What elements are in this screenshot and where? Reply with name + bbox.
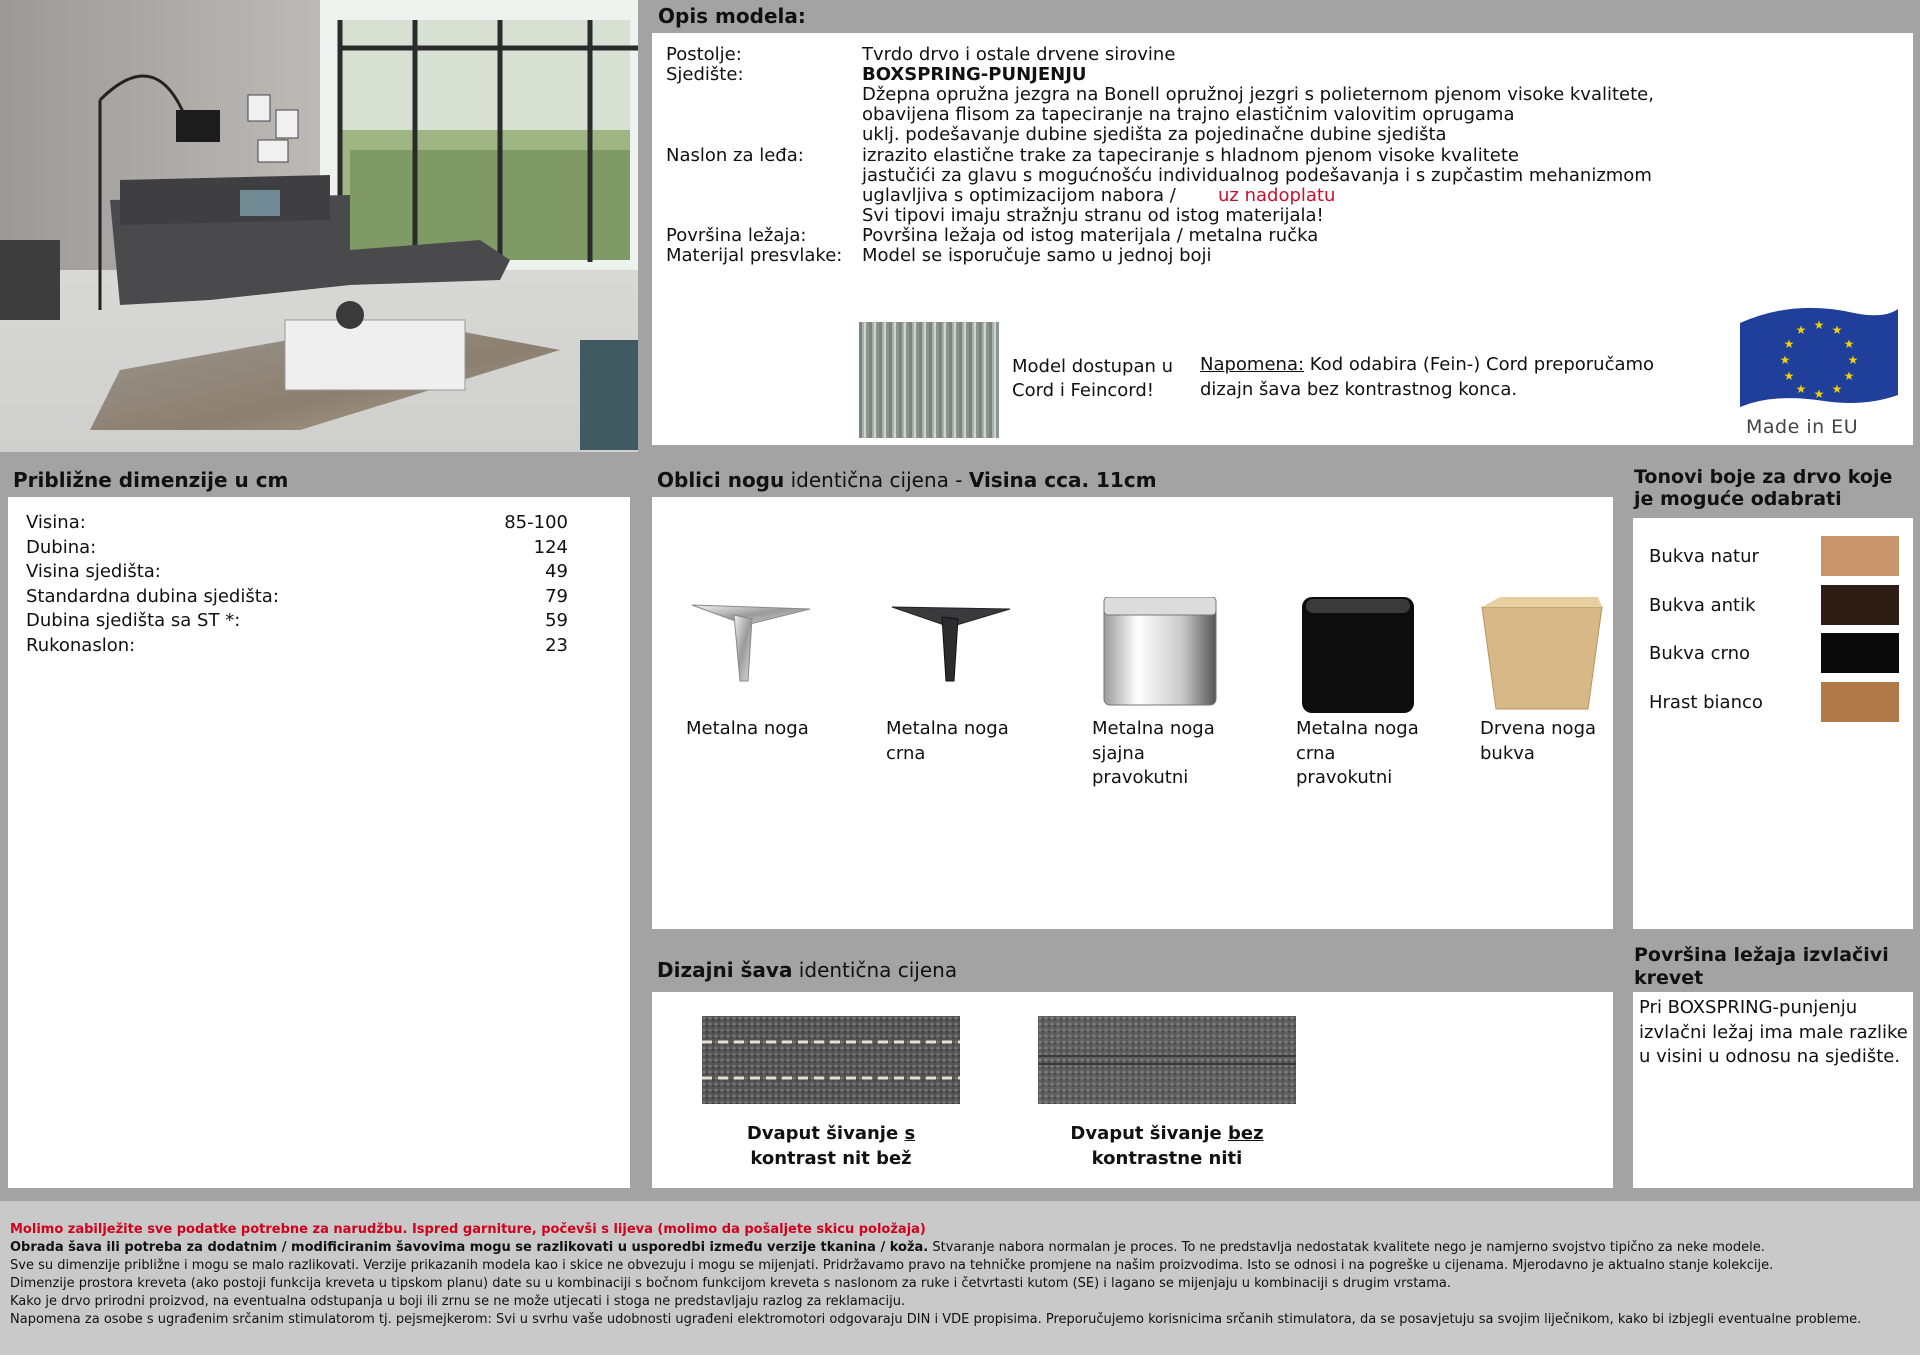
dimension-value: 85-100 <box>504 512 568 533</box>
description-value: Model se isporučuje samo u jednoj boji <box>862 245 1212 266</box>
wood-label: Bukva antik <box>1649 594 1756 616</box>
dimensions-body <box>8 497 630 1188</box>
seam-label <box>1038 1122 1296 1171</box>
description-body <box>652 33 1913 445</box>
foot-label: Metalna noga sjajna pravokutni <box>1092 718 1215 789</box>
svg-text:★: ★ <box>1843 337 1855 351</box>
dimension-value: 49 <box>545 561 568 583</box>
wood-panel <box>1626 464 1920 936</box>
feet-title-height: Visina cca. 11cm <box>968 468 1157 492</box>
svg-text:★: ★ <box>1831 323 1843 337</box>
seam-option <box>702 1016 960 1171</box>
foot-option <box>1092 597 1262 789</box>
svg-text:★: ★ <box>1795 323 1807 337</box>
wood-label: Bukva crno <box>1649 643 1750 664</box>
fabric-note-text: Model dostupan u Cord i Feincord! <box>1012 356 1174 401</box>
seams-title-normal: identična cijena <box>792 958 958 982</box>
dimension-value: 23 <box>545 635 568 656</box>
footer-line1-normal: Stvaranje nabora normalan je proces. To ne predstavlja nedostatak kvalitete nego je namjerno svojstvo tipično za neke modele. <box>928 1240 1765 1255</box>
bed-line: u visini u odnosu na sjedište. <box>1639 1046 1901 1068</box>
footer-line: Dimenzije prostora kreveta (ako postoji funkcija kreveta u tipskom planu) date su u kombinaciji s bočnom funkcijom kreveta s naslonom za ruke i četvrtasti kutom (SE) i lagano se mijenjaju u kombinaciji s drugim vrstama. <box>10 1276 1452 1291</box>
foot-option <box>1480 597 1650 764</box>
seam-label <box>702 1122 960 1171</box>
foot-label: Metalna noga crna <box>886 718 1009 764</box>
svg-text:★: ★ <box>1813 318 1825 332</box>
plain-seam-swatch <box>1038 1016 1296 1104</box>
bed-panel <box>1626 944 1920 1195</box>
seam-label-line2: kontrast nit bež <box>750 1147 912 1169</box>
black-rect-foot-icon <box>1296 597 1436 717</box>
svg-text:★: ★ <box>1779 353 1791 367</box>
wood-swatch <box>1821 536 1899 576</box>
dimension-label: Dubina: <box>26 536 97 558</box>
seams-title <box>645 954 1620 986</box>
feet-panel <box>645 464 1620 936</box>
note-text-1: Kod odabira (Fein-) Cord preporučamo <box>1304 354 1655 375</box>
description-label: Materijal presvlake: <box>666 245 843 266</box>
dimension-value: 59 <box>545 610 568 632</box>
svg-text:★: ★ <box>1783 337 1795 351</box>
seams-panel <box>645 944 1620 1195</box>
seam-label-u: bez <box>1228 1123 1264 1144</box>
feet-title <box>645 464 1620 496</box>
dimensions-panel <box>0 464 638 1195</box>
description-value: uklj. podešavanje dubine sjedišta za pojedinačne dubine sjedišta <box>862 124 1447 146</box>
feet-title-bold: Oblici nogu <box>657 468 785 492</box>
wood-option <box>1633 682 1913 722</box>
contrast-seam-swatch <box>702 1016 960 1104</box>
description-value: uglavljiva s optimizacijom nabora / <box>862 184 1176 206</box>
description-value: jastučići za glavu s mogućnošću individualnog podešavanja i s zupčastim mehanizmom <box>862 164 1652 186</box>
wood-label: Hrast bianco <box>1649 691 1763 713</box>
foot-option <box>1296 597 1466 789</box>
chrome-rect-foot-icon <box>1092 597 1232 707</box>
seam-option <box>1038 1016 1296 1171</box>
made-in-eu-badge <box>1734 303 1904 438</box>
black-metal-foot-icon <box>886 597 1026 707</box>
wood-option <box>1633 536 1913 576</box>
wood-foot-icon <box>1480 597 1620 717</box>
description-value: Površina ležaja od istog materijala / metalna ručka <box>862 224 1319 246</box>
dimension-label: Visina: <box>26 512 86 533</box>
dimension-label: Dubina sjedišta sa ST *: <box>26 610 241 632</box>
footer-line <box>10 1239 1765 1257</box>
note-label: Napomena: <box>1200 354 1305 375</box>
wood-option <box>1633 633 1913 673</box>
wood-label: Bukva natur <box>1649 546 1759 567</box>
foot-label: Drvena noga bukva <box>1480 718 1597 764</box>
wood-title: Tonovi boje za drvo koje je moguće odabrati <box>1634 466 1893 510</box>
fabric-note <box>1012 355 1182 403</box>
seam-label-pre: Dvaput šivanje <box>1070 1123 1229 1144</box>
svg-text:★: ★ <box>1843 369 1855 383</box>
made-in-eu-label: Made in EU <box>1746 416 1859 438</box>
svg-text:★: ★ <box>1813 387 1825 401</box>
seam-label-u: s <box>904 1123 916 1144</box>
svg-text:★: ★ <box>1795 382 1807 396</box>
description-value: Tvrdo drvo i ostale drvene sirovine <box>862 44 1176 65</box>
footer-line1-bold: Obrada šava ili potreba za dodatnim / modificiranim šavovima mogu se razlikovati u usporedbi između verzije tkanina / koža. <box>10 1240 929 1255</box>
dimension-value: 79 <box>545 585 568 607</box>
fabric-recommendation <box>1200 353 1654 402</box>
dimension-label: Rukonaslon: <box>26 635 136 656</box>
wood-swatch <box>1821 633 1899 673</box>
description-value: Džepna opružna jezgra na Bonell opružnoj jezgri s polieternom pjenom visoke kvalitete, <box>862 84 1654 106</box>
bed-body <box>1633 992 1913 1188</box>
description-value: obavijena flisom za tapeciranje na trajno elastičnim valovitim oprugama <box>862 104 1515 126</box>
footer-notes <box>0 1201 1920 1355</box>
description-title: Opis modela: <box>658 4 806 28</box>
dimensions-title: Približne dimenzije u cm <box>13 468 289 492</box>
foot-label: Metalna noga crna pravokutni <box>1296 718 1419 789</box>
dimension-label: Standardna dubina sjedišta: <box>26 585 279 607</box>
dimension-value: 124 <box>533 536 568 558</box>
description-value: Svi tipovi imaju stražnju stranu od istog materijala! <box>862 204 1324 226</box>
seams-body <box>652 992 1613 1188</box>
note-text-2: dizajn šava bez kontrastnog konca. <box>1200 378 1518 400</box>
wood-swatch <box>1821 585 1899 625</box>
bed-line: izvlačni ležaj ima male razlike <box>1639 1021 1908 1043</box>
seam-label-pre: Dvaput šivanje <box>746 1123 905 1144</box>
dimension-label: Visina sjedišta: <box>26 561 161 583</box>
seams-title-bold: Dizajni šava <box>657 958 793 982</box>
footer-line: Kako je drvo prirodni proizvod, na eventualna odstupanja u boji ili zrnu se ne može utjecati i stoga ne predstavljaju razlog za reklamaciju. <box>10 1294 906 1309</box>
feet-title-normal: identična cijena - <box>784 468 969 492</box>
footer-line: Napomena za osobe s ugrađenim srčanim stimulatorom tj. pejsmejkerom: Svi u svrhu vaše udobnosti ugrađeni elektromotori odgovaraju DIN i VDE propisima. Preporučujemo korisnicima srčanih stimulatora, da se posavjetuju sa svojim liječnikom, kako bi izbjegli eventualne probleme. <box>10 1312 1862 1327</box>
wood-body <box>1633 518 1913 929</box>
surcharge-note: uz nadoplatu <box>1218 184 1336 206</box>
bed-title: Površina ležaja izvlačivi krevet <box>1634 944 1889 989</box>
eu-flag-icon <box>1734 303 1904 413</box>
foot-label: Metalna noga <box>686 718 809 739</box>
fabric-swatch <box>859 322 999 438</box>
svg-text:★: ★ <box>1783 369 1795 383</box>
bed-line: Pri BOXSPRING-punjenju <box>1639 997 1858 1018</box>
product-photo <box>0 0 638 452</box>
description-value: izrazito elastične trake za tapeciranje s hladnom pjenom visoke kvalitete <box>862 144 1519 166</box>
description-label: Postolje: <box>666 44 742 65</box>
wood-swatch <box>1821 682 1899 722</box>
feet-body <box>652 497 1613 929</box>
footer-line: Sve su dimenzije približne i mogu se malo razlikovati. Verzije prikazanih modela kao i skice ne obvezuju i mogu se mijenjati. Pridržavamo pravo na tehničke promjene na našim proizvodima. Isto se odnosi i na pogreške u cijenama. Mjerodavno je aktualno stanje kolekcije. <box>10 1258 1774 1273</box>
svg-text:★: ★ <box>1847 353 1859 367</box>
seam-label-line2: kontrastne niti <box>1091 1147 1243 1169</box>
svg-text:★: ★ <box>1831 382 1843 396</box>
footer-warning: Molimo zabilježite sve podatke potrebne za narudžbu. Ispred garniture, počevši s lijeva (molimo da pošaljete skicu položaja) <box>10 1222 926 1237</box>
description-value: BOXSPRING-PUNJENJU <box>862 64 1087 86</box>
description-label: Naslon za leđa: <box>666 144 804 166</box>
description-panel <box>645 0 1920 452</box>
description-label: Površina ležaja: <box>666 224 807 246</box>
metal-foot-icon <box>686 597 826 707</box>
foot-option <box>686 597 856 739</box>
foot-option <box>886 597 1056 764</box>
description-label: Sjedište: <box>666 64 744 86</box>
wood-option <box>1633 585 1913 625</box>
